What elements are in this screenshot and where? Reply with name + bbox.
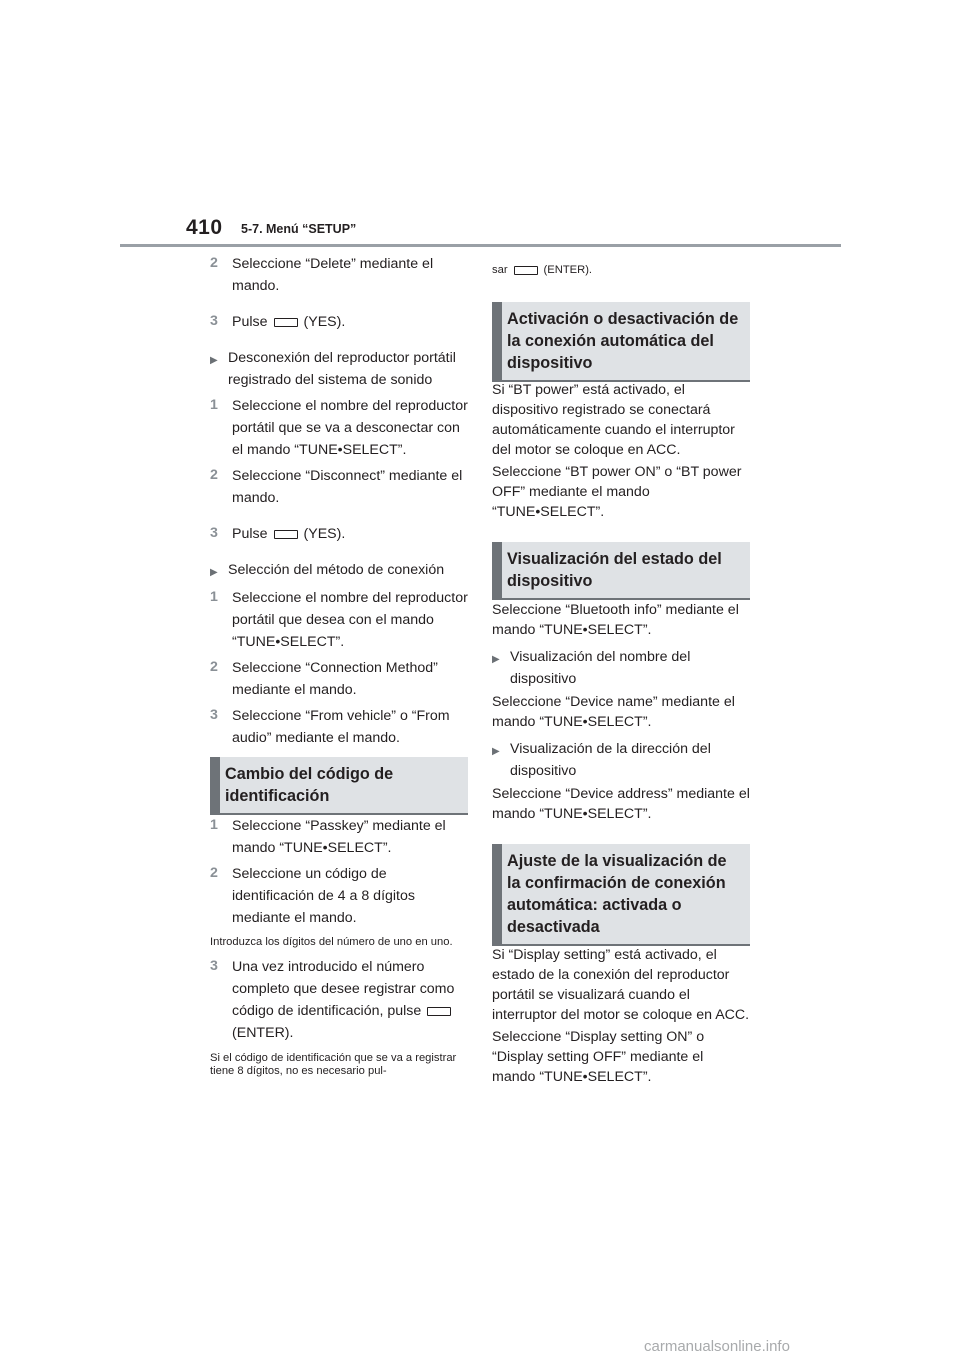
paragraph-device-name: Seleccione “Device name” mediante el mando “TUNE•SELECT”.: [492, 694, 735, 730]
step-text: Una vez introducido el número completo que desee registrar como código de identificación, pulse: [232, 959, 455, 1019]
subhead-device-name: [492, 646, 750, 690]
header-rule: [120, 244, 841, 247]
left-column: [210, 253, 468, 749]
paragraph-bt-power: Si “BT power” está activado, el dispositivo registrado se conectará automáticamente cuando el interruptor del motor se coloque en ACC.: [492, 382, 735, 458]
subhead-text: Selección del método de conexión: [228, 562, 445, 578]
button-icon: [514, 266, 538, 275]
step-enter-code: [210, 956, 468, 1044]
left-column-lower: [210, 815, 468, 1078]
step-delete: [210, 253, 468, 297]
step-from-vehicle: [210, 705, 468, 749]
step-text: Seleccione “Passkey” mediante el mando “TUNE•SELECT”.: [232, 818, 446, 856]
subhead-text: Visualización de la dirección del dispositivo: [510, 741, 711, 779]
note-eight-digits: Si el código de identificación que se va a registrar tiene 8 dígitos, no es necesario pul-: [210, 1052, 457, 1077]
button-icon: [427, 1007, 451, 1016]
step-number: 2: [210, 865, 218, 881]
step-number: 1: [210, 817, 218, 833]
button-icon: [274, 530, 298, 539]
paragraph-bt-select: Seleccione “BT power ON” o “BT power OFF” mediante el mando “TUNE•SELECT”.: [492, 464, 742, 520]
page-number: 410: [186, 216, 223, 239]
step-number: 3: [210, 313, 218, 329]
subhead-text: Visualización del nombre del dispositivo: [510, 649, 691, 687]
step-number: 3: [210, 958, 218, 974]
triangle-icon: ▶: [210, 355, 218, 366]
step-text: Seleccione el nombre del reproductor portátil que se va a desconectar con el mando “TUNE•SELECT”.: [232, 398, 468, 458]
step-disconnect: [210, 465, 468, 509]
step-text: Seleccione el nombre del reproductor portátil que desea con el mando “TUNE•SELECT”.: [232, 590, 468, 650]
button-icon: [274, 318, 298, 327]
subhead-disconnect: [210, 347, 468, 391]
step-text: Seleccione “Delete” mediante el mando.: [232, 256, 434, 294]
step-text: (ENTER).: [232, 1025, 294, 1041]
step-text: Pulse: [232, 526, 268, 542]
continued-text: sar: [492, 264, 508, 276]
step-number: 2: [210, 659, 218, 675]
step-press-yes-2: [210, 523, 468, 545]
step-text: (YES).: [303, 526, 346, 542]
step-text: Seleccione “Disconnect” mediante el mando.: [232, 468, 463, 506]
step-select-player-2: [210, 587, 468, 653]
step-number: 1: [210, 589, 218, 605]
paragraph-device-address: Seleccione “Device address” mediante el mando “TUNE•SELECT”.: [492, 786, 750, 822]
continued-line: [492, 262, 750, 278]
right-column-a: [492, 380, 750, 522]
heading-device-status: Visualización del estado del dispositivo: [492, 542, 750, 600]
heading-display-setting: Ajuste de la visualización de la confirmación de conexión automática: activada o desactivada: [492, 844, 750, 946]
step-number: 1: [210, 397, 218, 413]
step-text: Pulse: [232, 314, 268, 330]
step-number: 2: [210, 467, 218, 483]
step-text: Seleccione “From vehicle” o “From audio” mediante el mando.: [232, 708, 450, 746]
step-text: (YES).: [303, 314, 346, 330]
step-number: 2: [210, 255, 218, 271]
step-passkey: [210, 815, 468, 859]
step-press-yes: [210, 311, 468, 333]
paragraph-display-setting: Si “Display setting” está activado, el estado de la conexión del reproductor portátil se visualizará cuando el interruptor del motor se coloque en ACC.: [492, 947, 750, 1023]
right-column-b: [492, 600, 750, 824]
heading-passkey: Cambio del código de identificación: [210, 757, 468, 815]
subhead-text: Desconexión del reproductor portátil registrado del sistema de sonido: [228, 350, 456, 388]
subhead-device-address: [492, 738, 750, 782]
step-connection-method: [210, 657, 468, 701]
note-digits: Introduzca los dígitos del número de uno en uno.: [210, 936, 453, 948]
step-select-code: [210, 863, 468, 929]
continued-text: (ENTER).: [543, 264, 593, 276]
section-title: 5-7. Menú “SETUP”: [241, 222, 357, 236]
step-text: Seleccione un código de identificación de 4 a 8 dígitos mediante el mando.: [232, 866, 415, 926]
paragraph-display-select: Seleccione “Display setting ON” o “Display setting OFF” mediante el mando “TUNE•SELECT”.: [492, 1029, 705, 1085]
heading-auto-connection: Activación o desactivación de la conexión automática del dispositivo: [492, 302, 750, 382]
triangle-icon: ▶: [492, 746, 500, 757]
step-select-player: [210, 395, 468, 461]
paragraph-bluetooth-info: Seleccione “Bluetooth info” mediante el mando “TUNE•SELECT”.: [492, 602, 739, 638]
step-number: 3: [210, 707, 218, 723]
watermark: carmanualsonline.info: [644, 1338, 790, 1355]
right-column-c: [492, 945, 750, 1087]
triangle-icon: ▶: [210, 567, 218, 578]
subhead-connection-method: [210, 559, 468, 583]
step-number: 3: [210, 525, 218, 541]
triangle-icon: ▶: [492, 654, 500, 665]
step-text: Seleccione “Connection Method” mediante el mando.: [232, 660, 438, 698]
